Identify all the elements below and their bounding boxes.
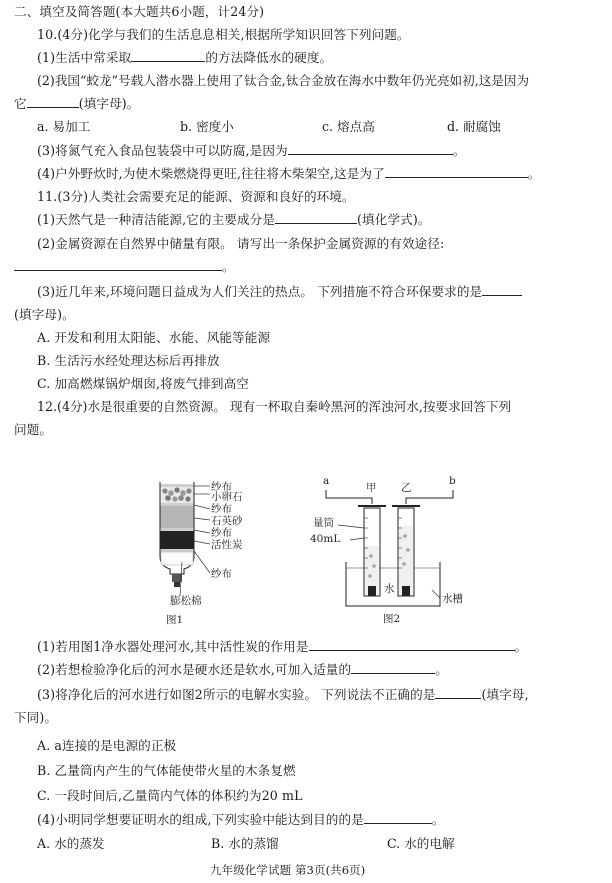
- gauze-layer-1: [161, 484, 194, 487]
- q11-part2: (2)金属资源在自然界中储量有限。 请写出一条保护金属资源的有效途径:: [37, 236, 445, 251]
- fig1-label-gauze-3: 纱布: [211, 527, 232, 539]
- q12-part2: [37, 662, 448, 678]
- fig2-label-jia: 甲: [366, 482, 377, 494]
- fig2-label-b: b: [449, 475, 456, 487]
- q10-part2-hint: (填字母)。: [78, 96, 140, 111]
- q12-stem-line2: 问题。: [14, 422, 53, 437]
- q12-stem-line1: 12.(4分)水是很重要的自然资源。 现有一杯取自秦岭黑河的浑浊河水,按要求回答下列: [37, 399, 512, 414]
- q12-part3-option-b: B. 乙量筒内产生的气体能使带火星的木条复燃: [37, 763, 296, 778]
- q11-option-a: A. 开发和利用太阳能、水能、风能等能源: [37, 330, 271, 345]
- q10-part1: [37, 50, 332, 66]
- electrode-yi: [402, 586, 410, 596]
- q11-stem: 11.(3分)人类社会需要充足的能源、资源和良好的环境。: [37, 189, 355, 204]
- q11-option-b: B. 生活污水经处理达标后再排放: [37, 353, 220, 368]
- q11-part2-blank[interactable]: [14, 259, 222, 271]
- q12-part4-end: 。: [431, 812, 445, 827]
- q10-part3-blank[interactable]: [288, 143, 453, 155]
- fig1-caption: 图1: [166, 614, 184, 626]
- q10-part3: [37, 143, 465, 159]
- q12-part3-hint: (填字母,: [481, 687, 529, 702]
- q10-option-d: d. 耐腐蚀: [447, 119, 501, 134]
- outlet-nozzle: [172, 574, 182, 582]
- gauze-layer-3: [161, 528, 194, 531]
- fig1-label-carbon: 活性炭: [211, 539, 243, 551]
- q12-part3-line1: [37, 687, 529, 703]
- fig1-label-gauze-2: 纱布: [211, 503, 232, 515]
- q11-part1-text-a: (1)天然气是一种清洁能源,它的主要成分是: [37, 212, 276, 227]
- fig1-label-gauze-4: 纱布: [211, 568, 232, 580]
- q11-part3-blank[interactable]: [482, 284, 522, 296]
- gauze-layer-2: [161, 503, 194, 506]
- q12-part2-blank[interactable]: [351, 662, 435, 674]
- fig1-label-cotton: 膨松棉: [170, 595, 202, 607]
- q12-part1-text: (1)若用图1净水器处理河水,其中活性炭的作用是: [37, 639, 309, 654]
- fig1-label-pebbles: 小卵石: [211, 491, 243, 503]
- q12-part3-option-c: C. 一段时间后,乙量筒内气体的体积约为20 mL: [37, 788, 303, 803]
- fig2-label-tube: 量筒: [313, 517, 334, 529]
- q10-option-c: c. 熔点高: [322, 119, 375, 134]
- q12-part2-text: (2)若想检验净化后的河水是硬水还是软水,可加入适量的: [37, 662, 352, 677]
- q11-part1-blank[interactable]: [275, 212, 357, 224]
- fig2-label-a: a: [323, 475, 330, 487]
- q10-part3-end: 。: [452, 143, 466, 158]
- q12-part3-option-a: A. a连接的是电源的正极: [37, 738, 177, 753]
- q11-part1-text-b: (填化学式)。: [357, 212, 431, 227]
- pebble-layer: [161, 487, 194, 503]
- gauze-layer-4: [161, 549, 194, 552]
- activated-carbon-layer: [161, 531, 194, 549]
- fig1-label-quartz: 石英砂: [211, 515, 243, 527]
- fig2-caption: 图2: [383, 613, 401, 625]
- fig2-label-trough: 水槽: [442, 593, 463, 605]
- q10-part1-blank[interactable]: [131, 50, 205, 62]
- q10-part2-line1: (2)我国“蛟龙”号载人潜水器上使用了钛合金,钛合金放在海水中数年仍光亮如初,这是因为: [37, 73, 530, 88]
- q10-part2-blank[interactable]: [27, 96, 79, 108]
- q10-stem: 10.(4分)化学与我们的生活息息相关,根据所学知识回答下列问题。: [37, 27, 410, 42]
- q12-part1: [37, 639, 527, 655]
- q11-option-c: C. 加高燃煤锅炉烟囱,将废气排到高空: [37, 376, 250, 391]
- q10-option-a: a. 易加工: [37, 119, 91, 134]
- q12-part3-text: (3)将净化后的河水进行如图2所示的电解水实验。 下列说法不正确的是: [37, 687, 436, 702]
- q11-part3-hint: (填字母)。: [14, 307, 75, 322]
- fig1-label-gauze-1: 纱布: [211, 481, 232, 493]
- section-heading: 二、填空及简答题(本大题共6小题，计24分): [14, 4, 265, 19]
- q12-part3-blank[interactable]: [435, 687, 481, 699]
- q10-part1-text-b: 的方法降低水的硬度。: [205, 50, 333, 65]
- q11-part2-end: 。: [222, 259, 235, 274]
- wire-b: [406, 490, 453, 504]
- q12-part4: [37, 812, 445, 828]
- q11-part1: [37, 212, 431, 228]
- fig2-label-yi: 乙: [401, 482, 412, 494]
- page-footer: 九年级化学试题 第3页(共6页): [210, 863, 366, 877]
- q10-part4-end: 。: [527, 166, 541, 181]
- q11-part2-answer: [14, 259, 235, 275]
- q12-part2-end: 。: [435, 662, 448, 677]
- q10-part3-text: (3)将氮气充入食品包装袋中可以防腐,是因为: [37, 143, 288, 158]
- electrode-jia: [368, 586, 376, 596]
- cotton-layer: [161, 552, 193, 565]
- q10-part2-line2: [14, 96, 140, 112]
- figure1-water-purifier: [150, 478, 260, 630]
- q12-part1-blank[interactable]: [309, 639, 515, 651]
- q12-part4-option-c: C. 水的电解: [387, 836, 455, 851]
- q10-part1-text-a: (1)生活中常采取: [37, 50, 132, 65]
- q10-part4-blank[interactable]: [385, 166, 528, 178]
- q10-part4-text: (4)户外野炊时,为使木柴燃烧得更旺,往往将木柴架空,这是为了: [37, 166, 385, 181]
- q10-option-b: b. 密度小: [180, 119, 234, 134]
- figure2-electrolysis: [308, 474, 478, 630]
- fig2-label-volume: 40mL: [310, 533, 341, 545]
- q12-part4-option-b: B. 水的蒸馏: [211, 836, 279, 851]
- q12-part1-end: 。: [514, 639, 528, 654]
- q12-part4-blank[interactable]: [364, 812, 432, 824]
- q11-part3-text: (3)近几年来,环境问题日益成为人们关注的热点。 下列措施不符合环保要求的是: [37, 284, 483, 299]
- fig2-label-water: 水: [384, 583, 395, 595]
- q12-part4-option-a: A. 水的蒸发: [37, 836, 105, 851]
- q10-part4: [37, 166, 541, 182]
- q12-part4-text: (4)小明同学想要证明水的组成,下列实验中能达到目的的是: [37, 812, 364, 827]
- q11-part3: [37, 284, 522, 300]
- q12-part3-line2: 下同)。: [14, 710, 58, 725]
- quartz-sand-layer: [161, 506, 194, 528]
- q10-part2-it: 它: [14, 96, 27, 111]
